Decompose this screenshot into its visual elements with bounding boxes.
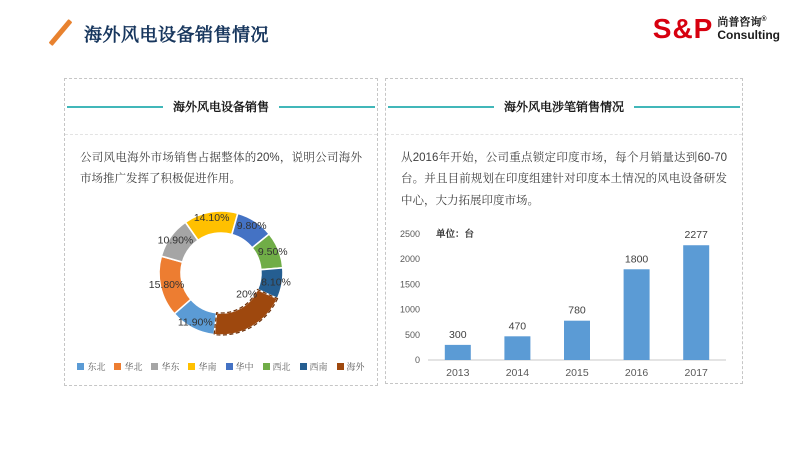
legend-swatch-icon xyxy=(114,363,121,370)
title-slash-icon xyxy=(49,19,73,46)
y-axis-tick-label: 2500 xyxy=(399,228,420,239)
legend-swatch-icon xyxy=(151,363,158,370)
bar-2013[interactable] xyxy=(445,345,471,360)
donut-legend xyxy=(65,360,377,373)
donut-data-label: 8.10% xyxy=(261,275,291,288)
legend-label: 华南 xyxy=(198,361,217,372)
legend-item-6 xyxy=(300,360,328,373)
bar-chart xyxy=(392,220,742,385)
legend-item-2 xyxy=(151,360,179,373)
unit-label: 单位：台 xyxy=(436,228,475,240)
legend-label: 华中 xyxy=(235,361,254,372)
donut-data-label: 20% xyxy=(236,287,258,300)
bar-data-label: 470 xyxy=(508,320,527,333)
bar-2015[interactable] xyxy=(564,320,590,359)
right-panel-header xyxy=(386,79,742,135)
donut-data-label: 10.90% xyxy=(157,234,194,247)
logo-sp-text: S&P xyxy=(652,13,714,44)
donut-data-label: 9.80% xyxy=(236,219,267,232)
legend-swatch-icon xyxy=(226,363,233,370)
company-logo xyxy=(653,15,780,43)
legend-label: 西南 xyxy=(309,361,328,372)
donut-data-label: 11.90% xyxy=(177,315,213,328)
legend-item-4 xyxy=(226,360,254,373)
x-axis-category-label: 2017 xyxy=(684,366,708,379)
panel-equipment-sales xyxy=(64,78,378,386)
x-axis-category-label: 2013 xyxy=(446,366,470,379)
donut-chart-svg xyxy=(69,193,373,355)
bar-chart-svg xyxy=(392,220,732,380)
legend-swatch-icon xyxy=(337,363,344,370)
legend-label: 华东 xyxy=(161,361,180,372)
logo-text-block xyxy=(717,16,780,42)
teal-rule-right xyxy=(634,106,740,108)
teal-rule-right xyxy=(279,106,375,108)
bar-2016[interactable] xyxy=(624,269,650,360)
panel-india-sales xyxy=(385,78,743,384)
bar-2014[interactable] xyxy=(504,336,530,360)
bar-data-label: 1800 xyxy=(624,253,649,266)
bar-data-label: 300 xyxy=(449,328,467,341)
teal-rule-left xyxy=(388,106,494,108)
page-title: 海外风电设备销售情况 xyxy=(84,25,269,45)
right-panel-title: 海外风电涉笔销售情况 xyxy=(504,100,625,114)
legend-item-0 xyxy=(77,360,105,373)
left-panel-title: 海外风电设备销售 xyxy=(173,100,270,114)
legend-swatch-icon xyxy=(77,363,84,370)
bar-data-label: 2277 xyxy=(684,229,708,242)
legend-item-1 xyxy=(114,360,142,373)
y-axis-tick-label: 1500 xyxy=(399,279,420,290)
legend-item-7 xyxy=(337,360,365,373)
legend-label: 东北 xyxy=(87,361,106,372)
legend-swatch-icon xyxy=(300,363,307,370)
donut-chart xyxy=(65,193,377,373)
y-axis-tick-label: 0 xyxy=(414,354,420,365)
bar-data-label: 780 xyxy=(568,304,586,317)
x-axis-category-label: 2015 xyxy=(565,366,589,379)
teal-rule-left xyxy=(67,106,163,108)
legend-swatch-icon xyxy=(188,363,195,370)
left-panel-header xyxy=(65,79,377,135)
x-axis-category-label: 2014 xyxy=(505,366,530,379)
logo-english-name: Consulting xyxy=(717,27,780,42)
logo-chinese-name: 尚普咨询® xyxy=(717,16,767,29)
right-panel-paragraph: 从2016年开始，公司重点锁定印度市场，每个月销量达到60-70台。并且目前规划在印度组建针对印度本土情况的风电设备研发中心，大力拓展印度市场。 xyxy=(401,152,727,207)
registered-mark: ® xyxy=(761,16,767,24)
legend-swatch-icon xyxy=(263,363,270,370)
y-axis-tick-label: 500 xyxy=(404,329,420,340)
y-axis-tick-label: 1000 xyxy=(399,304,420,315)
donut-data-label: 14.10% xyxy=(193,211,230,224)
bar-2017[interactable] xyxy=(683,245,709,360)
y-axis-tick-label: 2000 xyxy=(399,253,420,264)
x-axis-category-label: 2016 xyxy=(624,366,649,379)
legend-label: 华北 xyxy=(124,361,143,372)
legend-label: 西北 xyxy=(272,361,291,372)
legend-item-3 xyxy=(188,360,216,373)
donut-data-label: 15.80% xyxy=(148,278,185,291)
legend-item-5 xyxy=(263,360,291,373)
donut-data-label: 9.50% xyxy=(257,245,288,258)
legend-label: 海外 xyxy=(346,361,365,372)
left-panel-paragraph: 公司风电海外市场销售占据整体的20%，说明公司海外市场推广发挥了积极促进作用。 xyxy=(80,152,362,186)
